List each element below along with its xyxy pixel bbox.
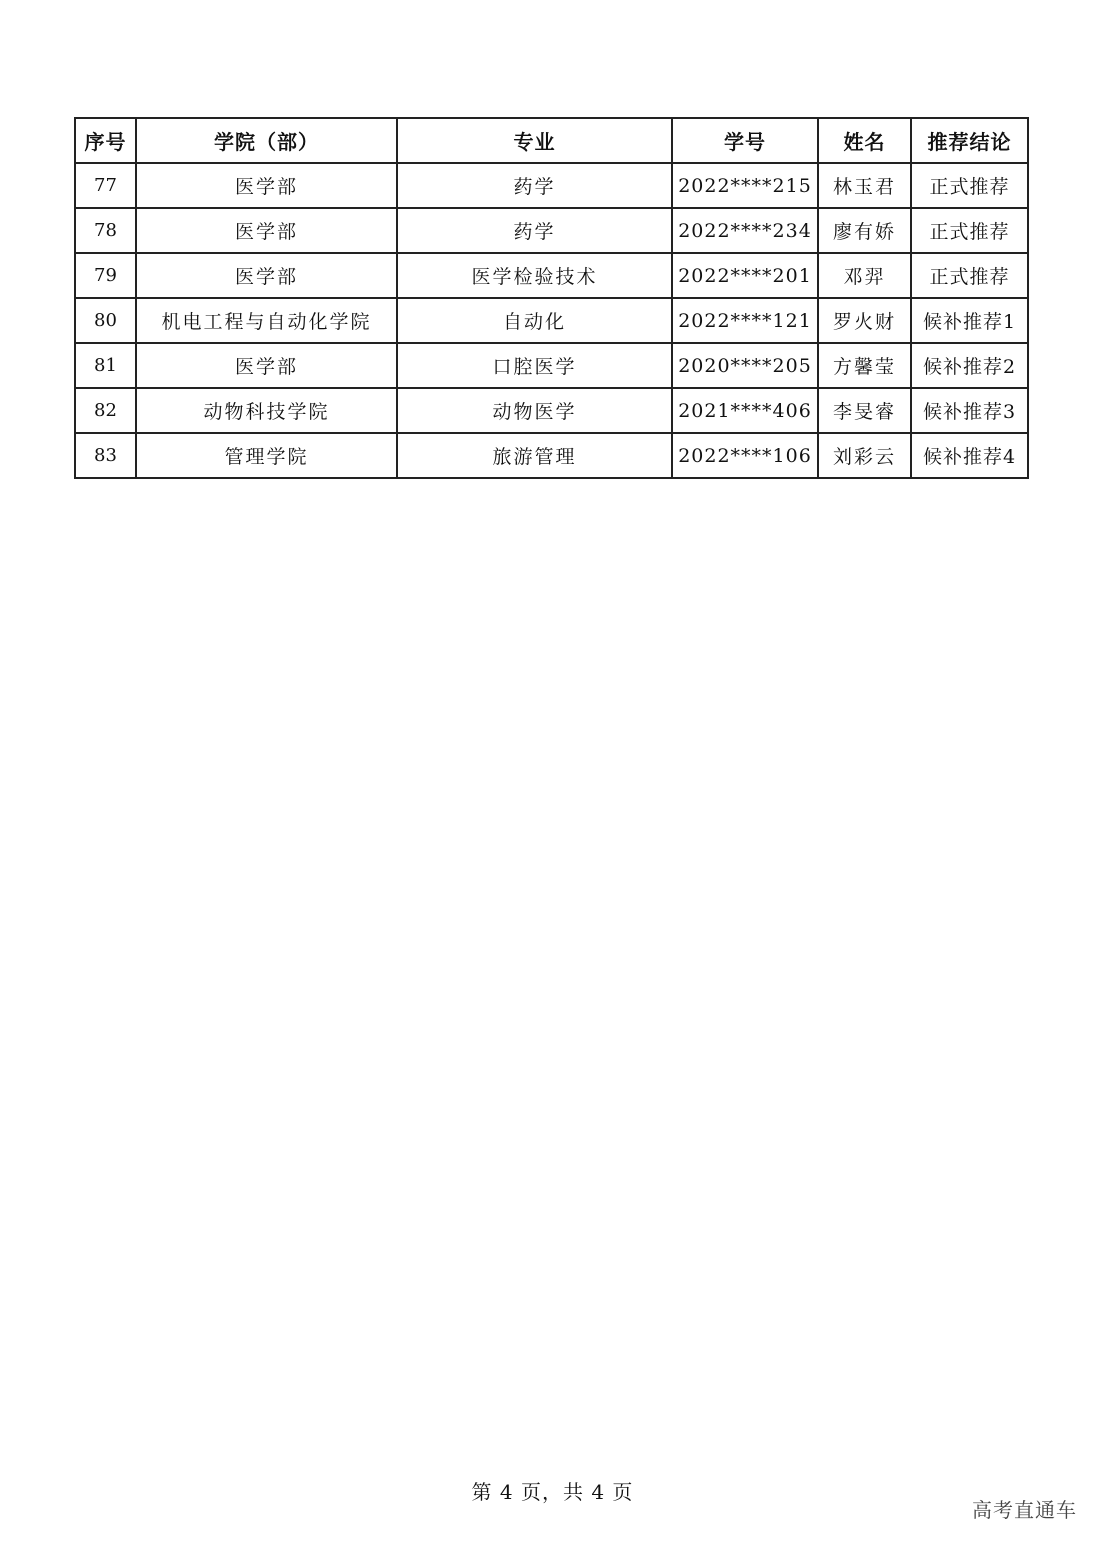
cell-college: 医学部 bbox=[136, 208, 397, 253]
header-result: 推荐结论 bbox=[911, 118, 1028, 163]
cell-seq: 80 bbox=[75, 298, 136, 343]
header-seq: 序号 bbox=[75, 118, 136, 163]
cell-result: 正式推荐 bbox=[911, 253, 1028, 298]
table-row bbox=[75, 343, 1028, 388]
cell-seq: 77 bbox=[75, 163, 136, 208]
cell-result: 候补推荐4 bbox=[911, 433, 1028, 478]
cell-name: 廖有娇 bbox=[818, 208, 911, 253]
cell-seq: 78 bbox=[75, 208, 136, 253]
table-row bbox=[75, 388, 1028, 433]
cell-student-id: 2022****201 bbox=[672, 253, 818, 298]
cell-college: 管理学院 bbox=[136, 433, 397, 478]
cell-major: 动物医学 bbox=[397, 388, 672, 433]
cell-college: 机电工程与自动化学院 bbox=[136, 298, 397, 343]
cell-result: 候补推荐3 bbox=[911, 388, 1028, 433]
header-college: 学院（部） bbox=[136, 118, 397, 163]
cell-student-id: 2022****215 bbox=[672, 163, 818, 208]
cell-seq: 79 bbox=[75, 253, 136, 298]
table-row bbox=[75, 163, 1028, 208]
cell-major: 药学 bbox=[397, 163, 672, 208]
cell-major: 医学检验技术 bbox=[397, 253, 672, 298]
cell-seq: 82 bbox=[75, 388, 136, 433]
cell-seq: 83 bbox=[75, 433, 136, 478]
page-number: 第 4 页，共 4 页 bbox=[471, 1480, 634, 1504]
header-major: 专业 bbox=[397, 118, 672, 163]
cell-major: 口腔医学 bbox=[397, 343, 672, 388]
cell-result: 候补推荐2 bbox=[911, 343, 1028, 388]
table-row bbox=[75, 433, 1028, 478]
cell-seq: 81 bbox=[75, 343, 136, 388]
cell-student-id: 2022****234 bbox=[672, 208, 818, 253]
cell-major: 自动化 bbox=[397, 298, 672, 343]
cell-result: 正式推荐 bbox=[911, 208, 1028, 253]
cell-name: 林玉君 bbox=[818, 163, 911, 208]
header-name: 姓名 bbox=[818, 118, 911, 163]
cell-name: 刘彩云 bbox=[818, 433, 911, 478]
cell-name: 邓羿 bbox=[818, 253, 911, 298]
cell-student-id: 2022****121 bbox=[672, 298, 818, 343]
cell-result: 正式推荐 bbox=[911, 163, 1028, 208]
table-header-row bbox=[75, 118, 1028, 163]
table-row bbox=[75, 253, 1028, 298]
cell-major: 旅游管理 bbox=[397, 433, 672, 478]
table-row bbox=[75, 298, 1028, 343]
cell-name: 罗火财 bbox=[818, 298, 911, 343]
cell-name: 李旻睿 bbox=[818, 388, 911, 433]
cell-student-id: 2021****406 bbox=[672, 388, 818, 433]
header-student-id: 学号 bbox=[672, 118, 818, 163]
recommendation-table bbox=[74, 117, 1029, 479]
cell-college: 医学部 bbox=[136, 343, 397, 388]
cell-college: 动物科技学院 bbox=[136, 388, 397, 433]
watermark: 高考直通车 bbox=[972, 1498, 1077, 1522]
cell-major: 药学 bbox=[397, 208, 672, 253]
cell-name: 方馨莹 bbox=[818, 343, 911, 388]
cell-college: 医学部 bbox=[136, 163, 397, 208]
cell-student-id: 2022****106 bbox=[672, 433, 818, 478]
cell-student-id: 2020****205 bbox=[672, 343, 818, 388]
cell-college: 医学部 bbox=[136, 253, 397, 298]
cell-result: 候补推荐1 bbox=[911, 298, 1028, 343]
table-row bbox=[75, 208, 1028, 253]
